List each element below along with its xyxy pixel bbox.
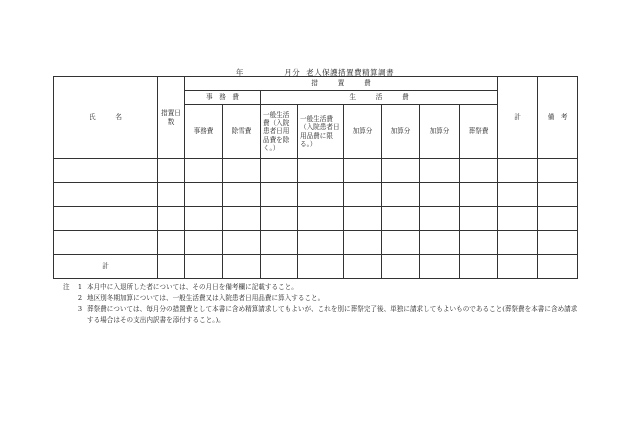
- table-cell: [420, 231, 460, 255]
- header-name: 氏 名: [54, 77, 158, 159]
- table-cell: [261, 231, 298, 255]
- table-cell: [538, 207, 578, 231]
- settlement-table: [53, 76, 578, 279]
- note-lead: [63, 304, 73, 326]
- note-number: 2: [77, 294, 83, 302]
- table-cell: [420, 207, 460, 231]
- table-cell: [298, 159, 344, 183]
- table-cell: [538, 231, 578, 255]
- table-cell: [420, 159, 460, 183]
- table-cell: [158, 207, 185, 231]
- table-cell: [538, 183, 578, 207]
- table-cell: [223, 183, 261, 207]
- title-name: 老人保護措置費精算調書: [306, 68, 395, 77]
- table-cell: [460, 255, 498, 279]
- table-row: [54, 231, 578, 255]
- header-addition-3: 加算分: [420, 105, 460, 159]
- table-cell: [54, 207, 158, 231]
- header-snow-fee: 除雪費: [223, 105, 261, 159]
- table-cell: [223, 207, 261, 231]
- table-cell: [261, 207, 298, 231]
- total-row: [54, 255, 578, 279]
- table-cell: [420, 255, 460, 279]
- table-cell: [382, 231, 420, 255]
- note-item: [63, 304, 583, 326]
- table-cell: [223, 231, 261, 255]
- table-cell: [223, 159, 261, 183]
- table-cell: [54, 231, 158, 255]
- table-cell: [298, 255, 344, 279]
- table-cell: [382, 207, 420, 231]
- note-text: 葬祭費については、毎月分の措置費として本書に含め精算請求してもよいが、これを別に葬祭完了後、単独に請求してもよいものであること(葬祭費を本書に含め請求する場合はその支出内訳書を添付すること。)。: [87, 305, 578, 324]
- table-cell: [498, 231, 538, 255]
- table-cell: [261, 255, 298, 279]
- table-cell: [185, 207, 223, 231]
- table-cell: [344, 159, 382, 183]
- header-measure-cost: 措 置 費: [185, 77, 498, 91]
- note-lead: [63, 293, 73, 304]
- header-general-living-excl: 一般生活費（入院患者日用品費を除く。）: [261, 105, 298, 159]
- title-month: 月分: [284, 68, 301, 77]
- table-cell: [382, 183, 420, 207]
- table-cell: [261, 159, 298, 183]
- note-item: [63, 293, 583, 304]
- table-cell: [420, 183, 460, 207]
- table-cell: [460, 207, 498, 231]
- table-cell: [185, 231, 223, 255]
- header-total: 計: [498, 77, 538, 159]
- table-cell: [344, 207, 382, 231]
- table-cell: [185, 183, 223, 207]
- table-cell: [382, 159, 420, 183]
- table-cell: [298, 183, 344, 207]
- header-office-fee: 事務費: [185, 105, 223, 159]
- table-cell: [185, 255, 223, 279]
- table-cell: [298, 231, 344, 255]
- table-cell: [185, 159, 223, 183]
- note-text: 地区別冬期加算については、一般生活費又は入院患者日用品費に算入すること。: [87, 294, 325, 302]
- header-living-cost: 生 活 費: [261, 91, 498, 105]
- header-funeral-fee: 葬祭費: [460, 105, 498, 159]
- table-cell: [344, 183, 382, 207]
- header-days: 措置日数: [158, 77, 185, 159]
- table-cell: [382, 255, 420, 279]
- table-cell: [344, 255, 382, 279]
- table-cell: [498, 207, 538, 231]
- title-year: 年: [235, 68, 244, 77]
- table-cell: [498, 183, 538, 207]
- table-row: [54, 207, 578, 231]
- table-cell: [158, 231, 185, 255]
- table-cell: [158, 159, 185, 183]
- table-cell: [261, 183, 298, 207]
- table-cell: [344, 231, 382, 255]
- table-cell: [223, 255, 261, 279]
- table-cell: [298, 207, 344, 231]
- table-cell: [158, 183, 185, 207]
- header-general-living-only: 一般生活費（入院患者日用品費に限る。）: [298, 105, 344, 159]
- table-cell: [498, 255, 538, 279]
- note-number: 1: [77, 283, 83, 291]
- table-row: [54, 159, 578, 183]
- header-office-cost: 事 務 費: [185, 91, 261, 105]
- note-item: [63, 282, 583, 293]
- note-lead: 注: [63, 283, 70, 291]
- table-cell: [54, 159, 158, 183]
- header-addition-2: 加算分: [382, 105, 420, 159]
- note-text: 本月中に入退所した者については、その月日を備考欄に記載すること。: [87, 283, 298, 291]
- table-row: [54, 183, 578, 207]
- total-row-label: 計: [54, 255, 158, 279]
- table-cell: [54, 183, 158, 207]
- table-cell: [538, 255, 578, 279]
- table-cell: [538, 159, 578, 183]
- table-cell: [460, 231, 498, 255]
- table-cell: [460, 183, 498, 207]
- table-cell: [158, 255, 185, 279]
- table-cell: [498, 159, 538, 183]
- notes-section: [63, 282, 583, 326]
- table-cell: [460, 159, 498, 183]
- note-number: 3: [77, 305, 83, 313]
- header-remarks: 備 考: [538, 77, 578, 159]
- header-addition-1: 加算分: [344, 105, 382, 159]
